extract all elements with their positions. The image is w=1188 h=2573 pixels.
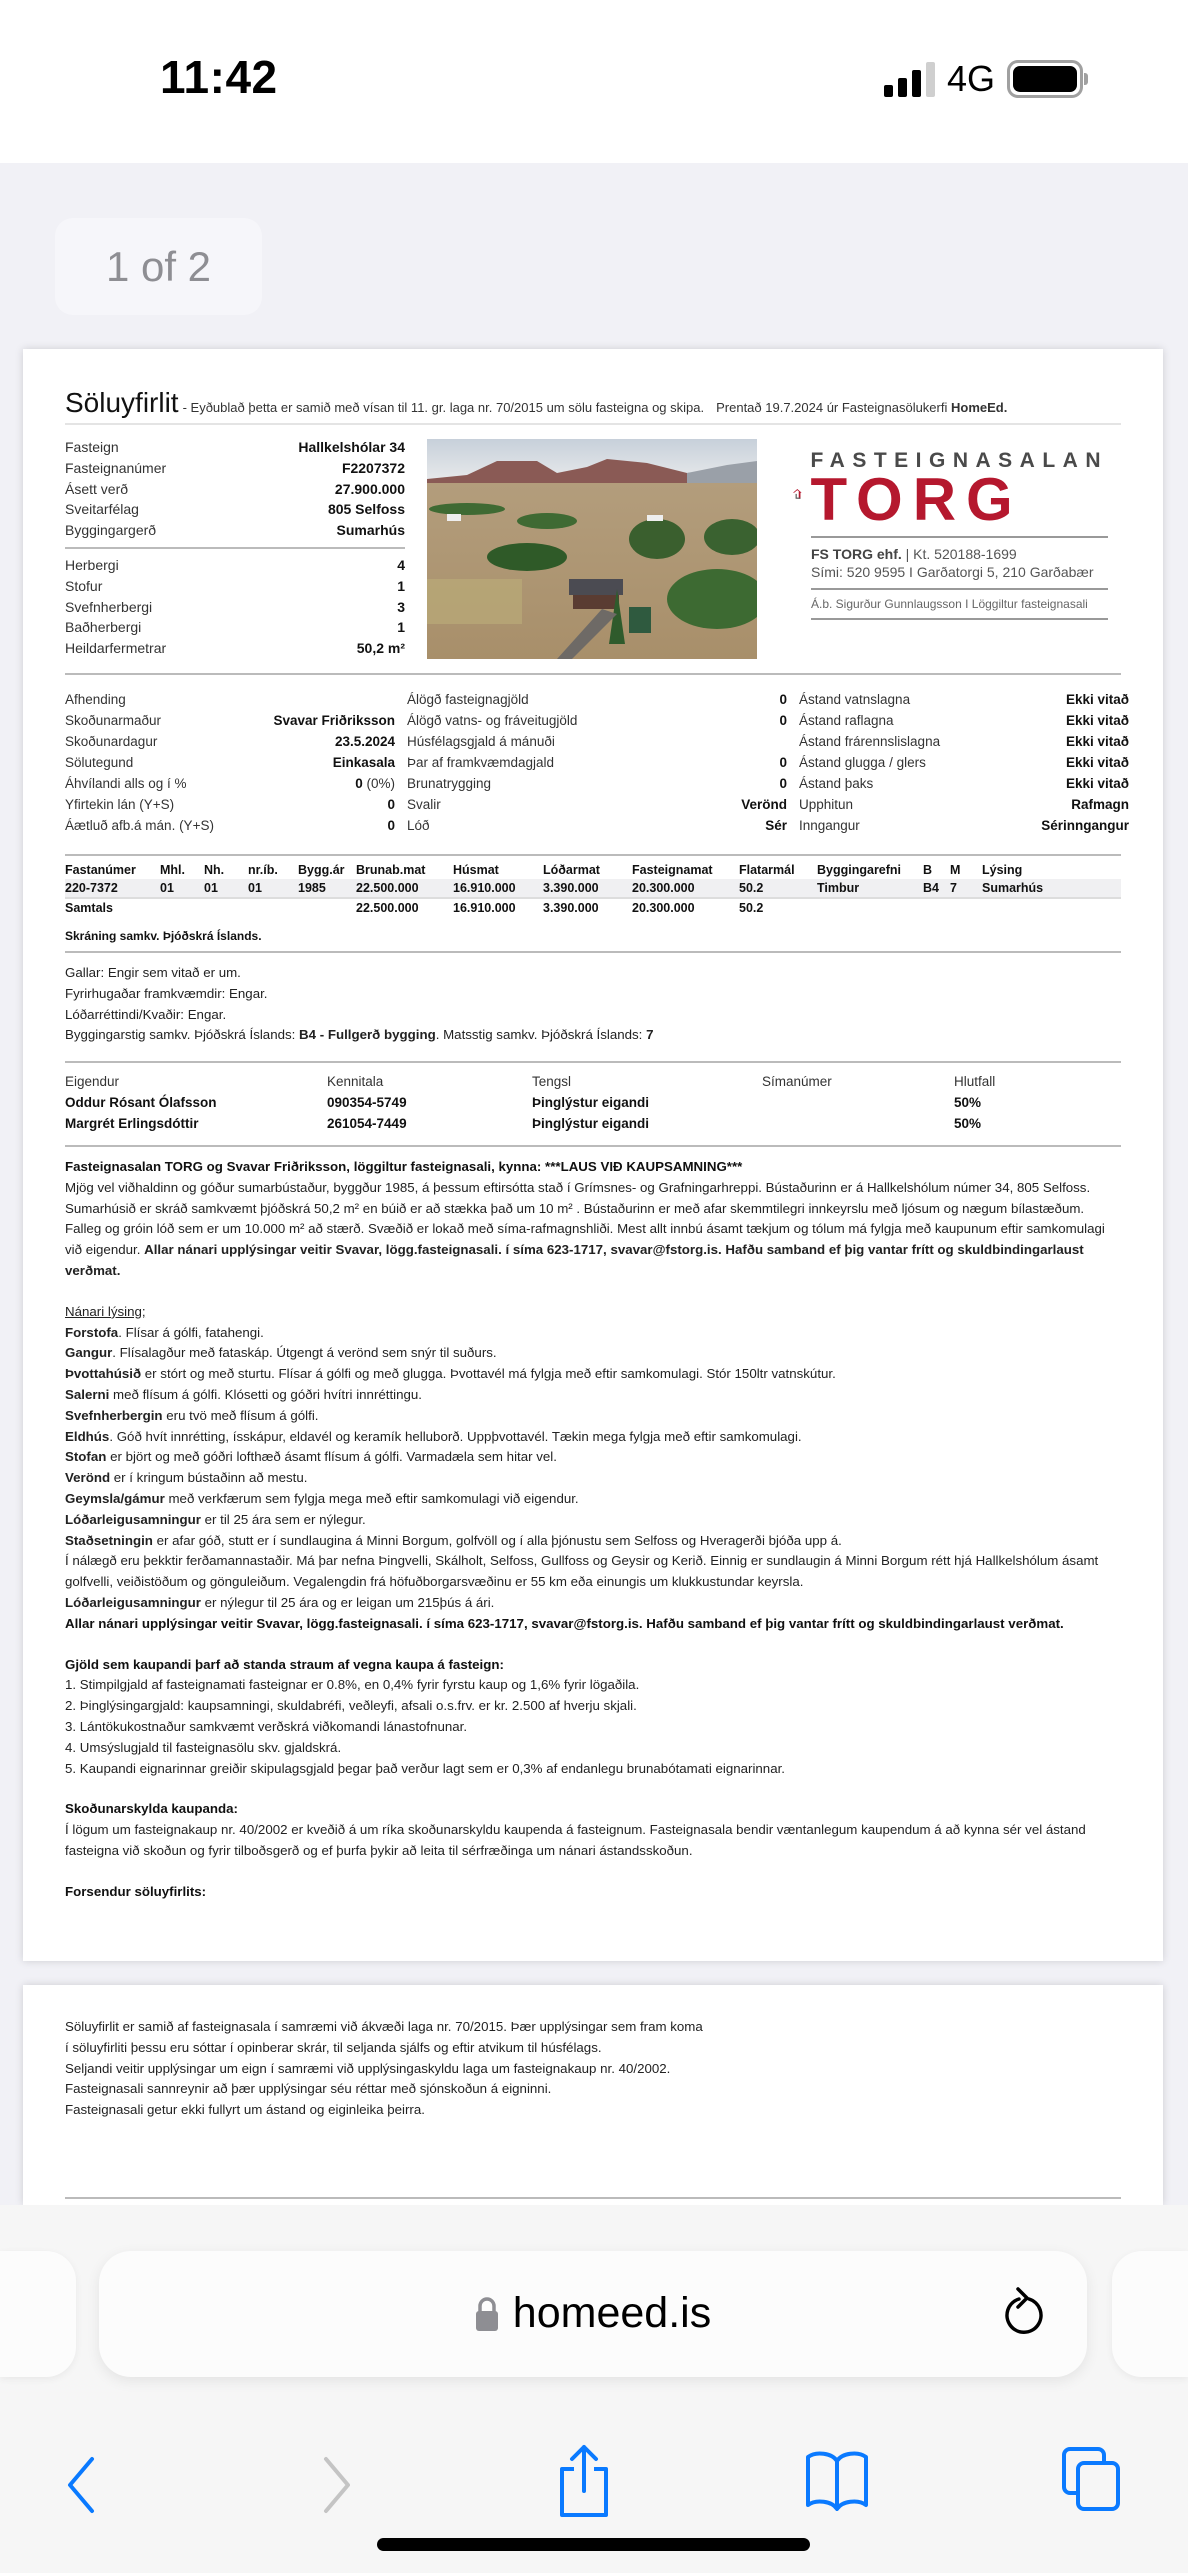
- owners-header: Kennitala: [327, 1074, 384, 1089]
- detail-value: 0: [387, 818, 395, 833]
- owners-header: Eigendur: [65, 1074, 120, 1089]
- detail-value: 0: [779, 755, 787, 770]
- details-column-2: [407, 689, 787, 836]
- table-cell: [160, 898, 204, 917]
- nearby-text: Í nálægð eru þekktir ferðamannastaðir. Má þar nefna Þingvelli, Skálholt, Selfoss, Gullfoss og Geysir og Kerið. Einnig er sundlaugin á Minni Borgum rétt hjá Hallkelshólum ásamt golfvelli, veiðistöðum og gönguleiðum. Vegalengdin frá höfuðborgarsvæðinu er 55 km eða einungis um klukkustundar keyrsla.: [65, 1553, 1099, 1590]
- table-cell: 20.300.000: [632, 898, 739, 917]
- detail-row: [407, 815, 787, 836]
- note-framkvaemdir: Fyrirhugaðar framkvæmdir: Engar.: [65, 985, 268, 1001]
- detail-label: Inngangur: [799, 818, 860, 833]
- column-header: Flatarmál: [739, 863, 795, 877]
- inspection-heading: Skoðunarskylda kaupanda:: [65, 1801, 238, 1817]
- room-description: Staðsetningin er afar góð, stutt er í sundlaugina á Minni Borgum, golfvöll og í alla þjónustu sem Selfoss og Hveragerði bjóða upp á.: [65, 1532, 842, 1548]
- lock-icon: [475, 2296, 499, 2332]
- owner-cell: [762, 1092, 954, 1113]
- detail-value: Sér: [765, 818, 787, 833]
- detail-label: Brunatrygging: [407, 776, 492, 791]
- detail-label: Þar af framkvæmdagjald: [407, 755, 555, 770]
- table-cell: Sumarhús: [982, 879, 1121, 898]
- fees-heading: Gjöld sem kaupandi þarf að standa straum af vegna kaupa á fasteign:: [65, 1656, 504, 1672]
- document-subtitle: - Eyðublað þetta er samið með vísan til 11. gr. laga nr. 70/2015 um sölu fasteigna og skipa.: [182, 400, 705, 415]
- address-bar[interactable]: [99, 2251, 1087, 2377]
- fee-item: 5. Kaupandi eignarinnar greiðir skipulagsgjald þegar það verður lagt sem er 0,3% af endanlegu brunabótamati eignarinnar.: [65, 1760, 785, 1776]
- field-row: [65, 458, 405, 479]
- field-label: Fasteignanúmer: [65, 459, 167, 476]
- page2-line: Fasteignasali getur ekki fullyrt um ástand og eiginleika þeirra.: [65, 2102, 425, 2118]
- detail-row: [799, 752, 1129, 773]
- detail-row: [65, 752, 395, 773]
- detail-row: [407, 710, 787, 731]
- detail-row: [407, 752, 787, 773]
- column-header: M: [950, 863, 961, 877]
- column-header: nr.íb.: [248, 863, 278, 877]
- description-headline: Fasteignasalan TORG og Svavar Friðriksson, löggiltur fasteignasali, kynna: ***LAUS VIÐ KAUPSAMNING***: [65, 1159, 743, 1174]
- detail-row: [65, 731, 395, 752]
- page-indicator: 1 of 2: [55, 218, 262, 315]
- field-label: Heildarfermetrar: [65, 640, 167, 657]
- owner-cell: 261054-7449: [327, 1116, 407, 1131]
- detail-label: Álögð fasteignagjöld: [407, 692, 529, 707]
- next-tab-peek[interactable]: [1112, 2251, 1188, 2377]
- field-label: Sveitarfélag: [65, 501, 139, 518]
- owner-cell: [762, 1113, 954, 1134]
- network-type: 4G: [946, 58, 995, 99]
- detail-row: [799, 731, 1129, 752]
- detail-label: Upphitun: [799, 797, 854, 812]
- detail-row: [799, 794, 1129, 815]
- field-row: [65, 499, 405, 520]
- property-summary: [65, 437, 405, 659]
- table-cell: [950, 898, 982, 917]
- detail-label: Svalir: [407, 797, 441, 812]
- owner-cell: 090354-5749: [327, 1095, 407, 1110]
- property-photo: [427, 439, 757, 659]
- field-value: 1: [397, 577, 405, 594]
- field-row: [65, 576, 405, 597]
- detail-value: 0: [387, 797, 395, 812]
- room-description: Salerni með flísum á gólfi. Klósetti og góðri hvítri innréttingu.: [65, 1386, 422, 1402]
- field-value: F2207372: [341, 459, 405, 476]
- previous-tab-peek[interactable]: [0, 2251, 76, 2377]
- registry-table-section: [65, 861, 1121, 943]
- detail-label: Ástand raflagna: [799, 713, 894, 728]
- column-header: Húsmat: [453, 863, 499, 877]
- reload-icon[interactable]: [999, 2287, 1049, 2341]
- detail-row: [407, 689, 787, 710]
- detail-heading: Nánari lýsing;: [65, 1303, 146, 1319]
- detail-row: [799, 689, 1129, 710]
- table-cell: 22.500.000: [356, 879, 453, 898]
- detail-row: [407, 794, 787, 815]
- page2-text: [65, 2017, 1121, 2121]
- table-cell: Samtals: [65, 898, 160, 917]
- detail-label: Ástand þaks: [799, 776, 874, 791]
- total-row: [65, 898, 1121, 917]
- field-value: 805 Selfoss: [327, 501, 405, 518]
- field-value: 50,2 m²: [356, 640, 405, 657]
- home-indicator[interactable]: [377, 2538, 810, 2551]
- registry-note: Skráning samkv. Þjóðskrá Íslands.: [65, 929, 262, 943]
- description-body: Mjög vel viðhaldinn og góður sumarbústaður, byggður 1985, á þessum eftirsótta stað í Grímsnes- og Grafningarhreppi. Bústaðurinn er á Hallkelshólum númer 34, 805 Selfoss. Sumarhúsið er skráð samkvæmt þjóðskrá 50,2 m² en búið er að stækka það um 10 m² . Bústaðurinn er með afar skemmtilegri innkeyrslu með ljósum og nægum bílastæðum. Falleg og gróin lóð sem er um 10.000 m² að stærð. Svæðið er lokað með síma-rafmagnshliði. Mest allt innbú ásamt tækjum og tólum má fylgja með kaupunum eftir samkomulagi við eigendur. Allar nánari upplýsingar veitir Svavar, lögg.fasteignasali. í síma 623-1717, svavar@fstorg.is. Hafðu samband ef þig vantar frítt og skuldbindingarlaust verðmat.: [65, 1179, 1105, 1278]
- column-header: Brunab.mat: [356, 863, 426, 877]
- forward-icon[interactable]: [318, 2455, 358, 2515]
- field-row: [65, 479, 405, 500]
- detail-value: Sérinngangur: [1041, 818, 1129, 833]
- detail-value: 23.5.2024: [334, 734, 395, 749]
- details-column-3: [799, 689, 1129, 836]
- detail-label: Ástand vatnslagna: [799, 692, 911, 707]
- room-description: Stofan er björt og með góðri lofthæð ásamt flísum á gólfi. Varmadæla sem hitar vel.: [65, 1449, 557, 1465]
- detail-row: [799, 815, 1129, 836]
- printed-info: Prentað 19.7.2024 úr Fasteignasölukerfi HomeEd.: [716, 400, 1008, 415]
- room-descriptions: [65, 1323, 1121, 1552]
- field-row: [65, 437, 405, 458]
- owner-cell: Þinglýstur eigandi: [532, 1116, 650, 1131]
- table-cell: 220-7372: [65, 879, 160, 898]
- table-cell: [923, 898, 950, 917]
- field-value: Hallkelshólar 34: [298, 439, 405, 455]
- property-details: [65, 689, 1129, 836]
- owners-table: [65, 1071, 1121, 1134]
- fee-item: 1. Stimpilgjald af fasteignamati fasteignar er 0.8%, en 0,4% fyrir fyrstu kaup og 1,6% fyrir lögaðila.: [65, 1677, 640, 1693]
- logo-torg: TORG: [810, 466, 1023, 533]
- detail-row: [407, 773, 787, 794]
- table-cell: 1985: [298, 879, 356, 898]
- owner-cell: Margrét Erlingsdóttir: [65, 1116, 199, 1131]
- detail-value: 0: [779, 692, 787, 707]
- owner-cell: Þinglýstur eigandi: [532, 1095, 650, 1110]
- detail-value: Ekki vitað: [1065, 692, 1129, 707]
- table-cell: B4: [923, 879, 950, 898]
- table-cell: 16.910.000: [453, 879, 543, 898]
- detail-label: Ástand glugga / glers: [799, 755, 926, 770]
- aerial-photo-image: [427, 439, 757, 659]
- inspection-text: Í lögum um fasteignakaup nr. 40/2002 er kveðið á um ríka skoðunarskyldu kaupenda á fasteignum. Fasteignasala bendir væntanlegum kaupendum á að kynna sér vel ástand fasteigna við skoðun og fyrir tilboðsgerð og ef þurfa þykir að leita til sérfræðinga um nánari ástandsskoðun.: [65, 1822, 1086, 1858]
- owners-header: Hlutfall: [954, 1074, 996, 1089]
- field-value: 3: [397, 598, 405, 615]
- room-description: Forstofa. Flísar á gólfi, fatahengi.: [65, 1324, 264, 1340]
- detail-label: Ástand frárennslislagna: [799, 734, 941, 749]
- table-cell: 01: [248, 879, 298, 898]
- agency-logo: [793, 449, 1108, 627]
- detail-label: Áhvílandi alls og í %: [65, 776, 187, 791]
- owners-header: Símanúmer: [762, 1074, 832, 1089]
- battery-icon: [1007, 60, 1083, 98]
- document-title: Söluyfirlit: [65, 387, 179, 418]
- table-cell: [298, 898, 356, 917]
- detail-label: Skoðunarmaður: [65, 713, 162, 728]
- field-row: [65, 597, 405, 618]
- document-page-2: [23, 1985, 1163, 2205]
- table-cell: [817, 898, 923, 917]
- column-header: B: [923, 863, 933, 877]
- detail-value: 0 (0%): [355, 776, 395, 791]
- table-cell: Timbur: [817, 879, 923, 898]
- logo-fasteignasalan: FASTEIGNASALAN: [810, 449, 1108, 472]
- column-header: Lýsing: [982, 863, 1023, 877]
- page2-line: Fasteignasali sannreynir að þær upplýsingar séu réttar með sjónskoðun á eigninni.: [65, 2081, 552, 2097]
- table-cell: [982, 898, 1121, 917]
- detail-label: Lóð: [407, 818, 430, 833]
- owner-cell: Oddur Rósant Ólafsson: [65, 1095, 217, 1110]
- detail-value: Svavar Friðriksson: [273, 713, 395, 728]
- table-cell: 3.390.000: [543, 879, 632, 898]
- room-description: Geymsla/gámur með verkfærum sem fylgja mega með eftir samkomulagi við eigendur.: [65, 1490, 579, 1506]
- bookmarks-icon[interactable]: [804, 2449, 870, 2511]
- note-byggingarstig: Byggingarstig samkv. Þjóðskrá Íslands: B4 - Fullgerð bygging. Matsstig samkv. Þjóðskrá Íslands: 7: [65, 1027, 654, 1043]
- detail-value: Ekki vitað: [1065, 755, 1129, 770]
- room-description: Svefnherbergin eru tvö með flísum á gólfi.: [65, 1407, 319, 1423]
- field-label: Ásett verð: [65, 480, 129, 497]
- agency-responsible: Á.b. Sigurður Gunnlaugsson I Löggiltur fasteignasali: [811, 597, 1088, 611]
- detail-row: [65, 773, 395, 794]
- detail-row: [65, 710, 395, 731]
- room-description: Gangur. Flísalagður með fataskáp. Útgengt á verönd sem snýr til suðurs.: [65, 1345, 497, 1361]
- status-indicators: [884, 58, 1083, 100]
- field-value: Sumarhús: [336, 522, 405, 539]
- back-icon[interactable]: [60, 2455, 100, 2515]
- table-cell: 50.2: [739, 879, 817, 898]
- column-header: Bygg.ár: [298, 863, 345, 877]
- document-header: [65, 387, 1121, 425]
- column-header: Nh.: [204, 863, 225, 877]
- table-cell: 01: [160, 879, 204, 898]
- share-icon[interactable]: [556, 2443, 612, 2519]
- table-cell: [248, 898, 298, 917]
- fees-list: [65, 1675, 1121, 1779]
- agency-company: FS TORG ehf. | Kt. 520188-1699: [811, 546, 1017, 562]
- detail-value: Verönd: [741, 797, 787, 812]
- field-row: [65, 555, 405, 576]
- cellular-signal-icon: [884, 61, 935, 97]
- table-cell: 16.910.000: [453, 898, 543, 917]
- field-label: Baðherbergi: [65, 619, 142, 636]
- table-cell: 7: [950, 879, 982, 898]
- field-value: 4: [397, 556, 405, 573]
- room-description: Eldhús. Góð hvít innrétting, ísskápur, eldavél og keramík helluborð. Uppþvottavél. Tækin mega fylgja með eftir samkomulagi.: [65, 1428, 802, 1444]
- page2-line: í söluyfirliti þessu eru sóttar í opinberar skrár, til seljanda sjálfs og eftir atvikum til húsfélags.: [65, 2039, 602, 2055]
- column-header: Lóðarmat: [543, 863, 600, 877]
- field-value: 27.900.000: [334, 480, 405, 497]
- column-header: Mhl.: [160, 863, 185, 877]
- note-kvadir: Lóðarréttindi/Kvaðir: Engar.: [65, 1006, 227, 1022]
- details-column-1: [65, 689, 395, 836]
- table-cell: 3.390.000: [543, 898, 632, 917]
- field-label: Svefnherbergi: [65, 598, 153, 615]
- notes-section: [65, 963, 1121, 1046]
- tabs-icon[interactable]: [1060, 2445, 1124, 2513]
- room-description: Lóðarleigusamningur er til 25 ára sem er nýlegur.: [65, 1511, 366, 1527]
- detail-value: 0: [779, 713, 787, 728]
- table-cell: 22.500.000: [356, 898, 453, 917]
- detail-label: Sölutegund: [65, 755, 134, 770]
- fee-item: 4. Umsýslugjald til fasteignasölu skv. gjaldskrá.: [65, 1739, 342, 1755]
- detail-row: [799, 710, 1129, 731]
- column-header: Byggingarefni: [817, 863, 902, 877]
- detail-label: Álögð vatns- og fráveitugjöld: [407, 713, 578, 728]
- table-cell: 01: [204, 879, 248, 898]
- room-description: Þvottahúsið er stórt og með sturtu. Flísar á gólfi og með glugga. Þvottavél má fylgja með eftir samkomulagi. Stór 150ltr vatnskútur.: [65, 1366, 836, 1382]
- field-label: Byggingargerð: [65, 522, 157, 539]
- detail-label: Skoðunardagur: [65, 734, 158, 749]
- field-label: Stofur: [65, 577, 103, 594]
- note-gallar: Gallar: Engir sem vitað er um.: [65, 965, 241, 980]
- detail-value: 0: [779, 776, 787, 791]
- field-value: 1: [397, 619, 405, 636]
- table-cell: 50.2: [739, 898, 817, 917]
- room-description: Verönd er í kringum bústaðinn að mestu.: [65, 1470, 308, 1486]
- detail-label: Yfirtekin lán (Y+S): [65, 797, 175, 812]
- url-text: homeed.is: [512, 2289, 712, 2337]
- table-cell: [204, 898, 248, 917]
- house-logo-icon: [793, 459, 802, 529]
- field-label: Fasteign: [65, 439, 119, 455]
- owners-header: Tengsl: [532, 1074, 572, 1089]
- field-row: [65, 617, 405, 638]
- premises-heading: Forsendur söluyfirlits:: [65, 1883, 207, 1899]
- detail-value: Ekki vitað: [1065, 713, 1129, 728]
- detail-row: [65, 794, 395, 815]
- detail-value: Rafmagn: [1071, 797, 1129, 812]
- owner-cell: 50%: [954, 1095, 982, 1110]
- column-header: Fasteignamat: [632, 863, 713, 877]
- column-header: Fastanúmer: [65, 863, 136, 877]
- description-section: [65, 1157, 1121, 1903]
- contact-text: Allar nánari upplýsingar veitir Svavar, lögg.fasteignasali. í síma 623-1717, svavar@fstorg.is. Hafðu samband ef þig vantar frítt og skuldbindingarlaust verðmat.: [65, 1615, 1064, 1631]
- page2-line: Söluyfirlit er samið af fasteignasala í samræmi við ákvæði laga nr. 70/2015. Þær upplýsingar sem fram koma: [65, 2019, 703, 2034]
- agency-contact: Sími: 520 9595 I Garðatorgi 5, 210 Garðabær: [811, 564, 1094, 580]
- owner-cell: 50%: [954, 1116, 982, 1131]
- status-time: 11:42: [160, 51, 278, 103]
- detail-row: [65, 689, 395, 710]
- detail-label: Áætluð afb.á mán. (Y+S): [65, 818, 214, 833]
- detail-label: Húsfélagsgjald á mánuði: [407, 734, 555, 749]
- lease-text: Lóðarleigusamningur er nýlegur til 25 ára og er leigan um 215þús á ári.: [65, 1594, 495, 1610]
- detail-row: [65, 815, 395, 836]
- field-label: Herbergi: [65, 556, 119, 573]
- detail-row: [799, 773, 1129, 794]
- detail-row: [407, 731, 787, 752]
- detail-value: Ekki vitað: [1065, 734, 1129, 749]
- table-cell: 20.300.000: [632, 879, 739, 898]
- page2-line: Seljandi veitir upplýsingar um eign í samræmi við upplýsingaskyldu laga um fasteignakaup nr. 40/2002.: [65, 2060, 671, 2076]
- registry-table: [65, 861, 1121, 917]
- field-row: [65, 520, 405, 541]
- document-page-1: [23, 349, 1163, 1961]
- status-bar: [0, 0, 1188, 163]
- field-row: [65, 638, 405, 659]
- detail-label: Afhending: [65, 692, 126, 707]
- browser-toolbar: [0, 2205, 1188, 2573]
- fee-item: 2. Þinglýsingargjald: kaupsamningi, skuldabréfi, veðleyfi, afsali o.s.frv. er kr. 2.500 af hverju skjali.: [65, 1698, 637, 1714]
- table-row: [65, 879, 1121, 898]
- detail-value: Einkasala: [332, 755, 395, 770]
- fee-item: 3. Lántökukostnaður samkvæmt verðskrá viðkomandi lánastofnunar.: [65, 1718, 468, 1734]
- detail-value: Ekki vitað: [1065, 776, 1129, 791]
